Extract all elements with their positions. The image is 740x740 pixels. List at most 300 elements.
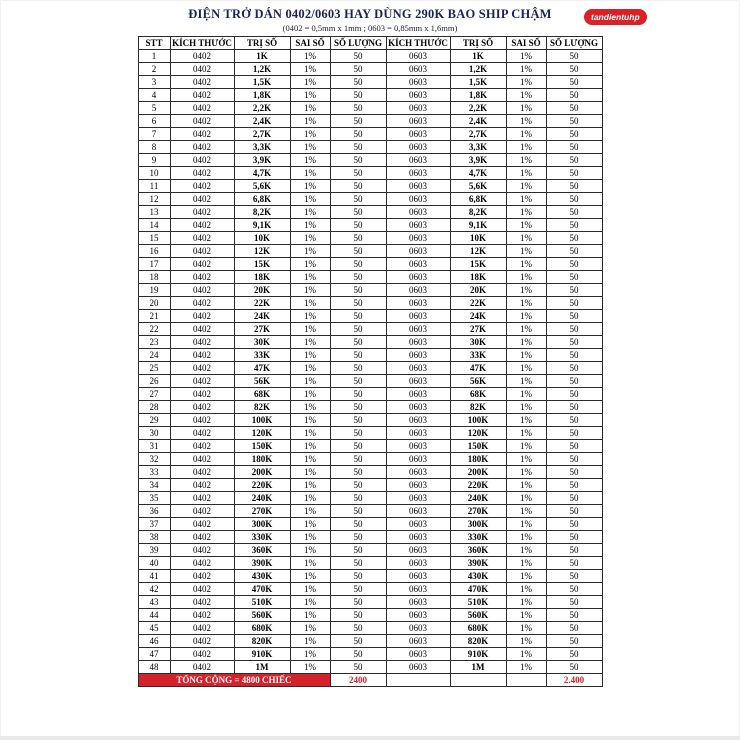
table-cell: 0603 — [386, 323, 450, 336]
footer-empty-cell — [506, 674, 546, 687]
table-row — [138, 297, 602, 310]
table-cell: 50 — [546, 362, 602, 375]
table-cell: 50 — [330, 167, 386, 180]
table-cell: 0603 — [386, 492, 450, 505]
table-cell: 0603 — [386, 284, 450, 297]
table-cell: 0402 — [170, 609, 234, 622]
table-cell: 38 — [138, 531, 170, 544]
table-cell: 1% — [506, 206, 546, 219]
table-cell: 1% — [506, 609, 546, 622]
table-cell: 0402 — [170, 219, 234, 232]
table-row — [138, 128, 602, 141]
table-cell: 1% — [290, 453, 330, 466]
table-row — [138, 609, 602, 622]
table-cell: 23 — [138, 336, 170, 349]
table-cell: 0603 — [386, 375, 450, 388]
table-cell: 50 — [546, 219, 602, 232]
table-cell: 5,6K — [234, 180, 290, 193]
table-cell: 9,1K — [450, 219, 506, 232]
table-cell: 1% — [506, 531, 546, 544]
table-cell: 0402 — [170, 661, 234, 674]
table-cell: 0402 — [170, 258, 234, 271]
column-header-size-right: KÍCH THƯỚC — [386, 37, 450, 50]
table-cell: 45 — [138, 622, 170, 635]
table-cell: 2,2K — [234, 102, 290, 115]
table-cell: 1% — [290, 128, 330, 141]
table-cell: 0603 — [386, 609, 450, 622]
table-cell: 0402 — [170, 453, 234, 466]
table-cell: 2,2K — [450, 102, 506, 115]
table-cell: 0402 — [170, 492, 234, 505]
table-cell: 0603 — [386, 349, 450, 362]
table-cell: 50 — [546, 180, 602, 193]
table-cell: 30 — [138, 427, 170, 440]
table-cell: 1% — [290, 154, 330, 167]
table-cell: 16 — [138, 245, 170, 258]
table-cell: 1% — [506, 89, 546, 102]
table-cell: 0603 — [386, 89, 450, 102]
table-cell: 1% — [290, 544, 330, 557]
table-cell: 50 — [546, 375, 602, 388]
table-row — [138, 102, 602, 115]
table-cell: 48 — [138, 661, 170, 674]
table-cell: 39 — [138, 544, 170, 557]
table-cell: 50 — [330, 583, 386, 596]
table-cell: 1% — [506, 505, 546, 518]
column-header-stt: STT — [138, 37, 170, 50]
table-cell: 1% — [506, 648, 546, 661]
header — [0, 0, 740, 33]
table-row — [138, 648, 602, 661]
table-row — [138, 310, 602, 323]
table-cell: 390K — [234, 557, 290, 570]
table-cell: 0402 — [170, 193, 234, 206]
table-row — [138, 479, 602, 492]
table-cell: 50 — [546, 297, 602, 310]
table-cell: 3,9K — [234, 154, 290, 167]
table-cell: 50 — [330, 453, 386, 466]
table-row — [138, 63, 602, 76]
table-cell: 50 — [330, 648, 386, 661]
table-cell: 1% — [290, 414, 330, 427]
table-cell: 0603 — [386, 401, 450, 414]
page-subtitle: (0402 = 0,5mm x 1mm ; 0603 = 0,85mm x 1,6mm) — [282, 23, 458, 33]
table-cell: 1% — [290, 336, 330, 349]
table-cell: 1% — [506, 180, 546, 193]
table-cell: 1% — [290, 167, 330, 180]
table-cell: 50 — [546, 414, 602, 427]
table-cell: 12K — [450, 245, 506, 258]
table-cell: 0402 — [170, 271, 234, 284]
table-cell: 68K — [234, 388, 290, 401]
table-cell: 82K — [234, 401, 290, 414]
table-cell: 36 — [138, 505, 170, 518]
table-cell: 0603 — [386, 180, 450, 193]
table-cell: 0402 — [170, 531, 234, 544]
table-cell: 360K — [234, 544, 290, 557]
table-cell: 50 — [330, 466, 386, 479]
total-quantity-left: 2400 — [330, 674, 386, 687]
table-cell: 120K — [450, 427, 506, 440]
table-cell: 50 — [330, 219, 386, 232]
table-cell: 17 — [138, 258, 170, 271]
table-row — [138, 414, 602, 427]
table-cell: 1% — [506, 466, 546, 479]
table-cell: 390K — [450, 557, 506, 570]
table-cell: 8,2K — [450, 206, 506, 219]
table-cell: 24K — [234, 310, 290, 323]
table-cell: 5 — [138, 102, 170, 115]
table-cell: 1% — [290, 635, 330, 648]
table-cell: 24K — [450, 310, 506, 323]
table-cell: 1% — [506, 544, 546, 557]
table-row — [138, 375, 602, 388]
table-cell: 50 — [330, 297, 386, 310]
table-cell: 300K — [234, 518, 290, 531]
table-cell: 50 — [330, 531, 386, 544]
table-cell: 50 — [546, 141, 602, 154]
table-cell: 430K — [450, 570, 506, 583]
table-cell: 1% — [506, 596, 546, 609]
table-cell: 680K — [234, 622, 290, 635]
table-cell: 0603 — [386, 219, 450, 232]
table-cell: 50 — [330, 375, 386, 388]
table-row — [138, 89, 602, 102]
table-cell: 1% — [506, 453, 546, 466]
table-cell: 1,8K — [234, 89, 290, 102]
table-row — [138, 388, 602, 401]
table-cell: 0402 — [170, 167, 234, 180]
table-row — [138, 622, 602, 635]
table-cell: 510K — [234, 596, 290, 609]
table-row — [138, 505, 602, 518]
table-cell: 0603 — [386, 297, 450, 310]
table-row — [138, 115, 602, 128]
table-cell: 1% — [290, 583, 330, 596]
page-edge — [0, 736, 740, 740]
table-cell: 0402 — [170, 505, 234, 518]
table-cell: 40 — [138, 557, 170, 570]
table-cell: 1% — [290, 440, 330, 453]
table-cell: 560K — [234, 609, 290, 622]
table-cell: 470K — [450, 583, 506, 596]
table-cell: 0402 — [170, 401, 234, 414]
table-cell: 50 — [330, 414, 386, 427]
table-cell: 1% — [506, 284, 546, 297]
table-cell: 1% — [290, 180, 330, 193]
table-cell: 0603 — [386, 440, 450, 453]
table-cell: 1% — [290, 219, 330, 232]
table-cell: 1% — [506, 479, 546, 492]
table-cell: 9,1K — [234, 219, 290, 232]
table-cell: 50 — [546, 583, 602, 596]
table-cell: 50 — [330, 492, 386, 505]
table-cell: 50 — [330, 258, 386, 271]
table-cell: 1% — [290, 271, 330, 284]
table-cell: 50 — [546, 544, 602, 557]
table-cell: 0603 — [386, 50, 450, 63]
table-cell: 1% — [506, 440, 546, 453]
table-cell: 0402 — [170, 440, 234, 453]
table-cell: 4,7K — [234, 167, 290, 180]
table-cell: 0402 — [170, 466, 234, 479]
table-cell: 0603 — [386, 310, 450, 323]
table-row — [138, 141, 602, 154]
table-cell: 50 — [330, 479, 386, 492]
table-cell: 680K — [450, 622, 506, 635]
table-cell: 50 — [330, 193, 386, 206]
table-cell: 0603 — [386, 414, 450, 427]
total-label: TỔNG CỘNG = 4800 CHIẾC — [138, 674, 330, 687]
table-cell: 50 — [546, 531, 602, 544]
table-cell: 29 — [138, 414, 170, 427]
table-row — [138, 531, 602, 544]
table-cell: 0402 — [170, 583, 234, 596]
table-cell: 50 — [330, 310, 386, 323]
table-cell: 270K — [450, 505, 506, 518]
table-cell: 0402 — [170, 232, 234, 245]
table-cell: 220K — [234, 479, 290, 492]
table-cell: 0603 — [386, 271, 450, 284]
table-row — [138, 661, 602, 674]
table-cell: 1% — [506, 232, 546, 245]
table-cell: 0402 — [170, 557, 234, 570]
table-cell: 50 — [330, 557, 386, 570]
table-cell: 15K — [234, 258, 290, 271]
table-cell: 1% — [290, 349, 330, 362]
table-cell: 50 — [546, 388, 602, 401]
table-cell: 0402 — [170, 206, 234, 219]
table-cell: 20K — [450, 284, 506, 297]
table-row — [138, 544, 602, 557]
table-cell: 1% — [290, 596, 330, 609]
table-cell: 50 — [330, 102, 386, 115]
table-cell: 27 — [138, 388, 170, 401]
table-cell: 1% — [290, 479, 330, 492]
table-cell: 1% — [290, 245, 330, 258]
table-cell: 50 — [546, 466, 602, 479]
table-cell: 50 — [330, 609, 386, 622]
table-cell: 180K — [450, 453, 506, 466]
table-cell: 50 — [330, 245, 386, 258]
table-cell: 47 — [138, 648, 170, 661]
table-cell: 56K — [450, 375, 506, 388]
table-cell: 0603 — [386, 622, 450, 635]
table-cell: 33K — [234, 349, 290, 362]
table-cell: 200K — [234, 466, 290, 479]
table-cell: 50 — [330, 661, 386, 674]
table-cell: 1% — [506, 271, 546, 284]
table-cell: 1% — [506, 167, 546, 180]
table-cell: 50 — [330, 362, 386, 375]
table-footer-row — [138, 674, 602, 687]
table-cell: 12 — [138, 193, 170, 206]
table-cell: 300K — [450, 518, 506, 531]
table-cell: 50 — [546, 167, 602, 180]
table-row — [138, 206, 602, 219]
table-cell: 1% — [506, 414, 546, 427]
table-cell: 1% — [506, 310, 546, 323]
table-cell: 50 — [330, 141, 386, 154]
table-cell: 0402 — [170, 349, 234, 362]
table-cell: 50 — [546, 505, 602, 518]
table-cell: 0402 — [170, 427, 234, 440]
table-cell: 1% — [290, 258, 330, 271]
table-cell: 1% — [290, 505, 330, 518]
table-cell: 0603 — [386, 648, 450, 661]
table-cell: 50 — [546, 622, 602, 635]
table-cell: 1% — [290, 89, 330, 102]
table-cell: 18K — [234, 271, 290, 284]
table-row — [138, 557, 602, 570]
table-row — [138, 349, 602, 362]
table-cell: 6,8K — [234, 193, 290, 206]
table-cell: 0603 — [386, 635, 450, 648]
table-row — [138, 570, 602, 583]
table-cell: 0603 — [386, 479, 450, 492]
table-cell: 50 — [330, 128, 386, 141]
table-cell: 35 — [138, 492, 170, 505]
column-header-value-right: TRỊ SỐ — [450, 37, 506, 50]
table-cell: 0402 — [170, 570, 234, 583]
table-cell: 20K — [234, 284, 290, 297]
table-cell: 50 — [330, 596, 386, 609]
table-cell: 50 — [546, 102, 602, 115]
table-row — [138, 596, 602, 609]
table-cell: 0402 — [170, 154, 234, 167]
table-row — [138, 167, 602, 180]
table-cell: 50 — [546, 336, 602, 349]
table-cell: 1% — [290, 115, 330, 128]
table-cell: 1% — [506, 63, 546, 76]
table-cell: 1% — [506, 518, 546, 531]
table-cell: 50 — [546, 609, 602, 622]
table-cell: 50 — [546, 323, 602, 336]
table-cell: 0402 — [170, 518, 234, 531]
table-cell: 1% — [506, 141, 546, 154]
table-cell: 50 — [330, 622, 386, 635]
table-cell: 0402 — [170, 63, 234, 76]
table-cell: 0402 — [170, 50, 234, 63]
table-cell: 26 — [138, 375, 170, 388]
table-cell: 0603 — [386, 63, 450, 76]
table-cell: 1 — [138, 50, 170, 63]
table-row — [138, 440, 602, 453]
table-cell: 0402 — [170, 336, 234, 349]
table-cell: 430K — [234, 570, 290, 583]
table-cell: 0603 — [386, 427, 450, 440]
table-cell: 22K — [450, 297, 506, 310]
table-cell: 1% — [506, 570, 546, 583]
table-cell: 50 — [546, 284, 602, 297]
table-cell: 150K — [450, 440, 506, 453]
table-cell: 1% — [506, 323, 546, 336]
total-quantity-right: 2.400 — [546, 674, 602, 687]
table-cell: 150K — [234, 440, 290, 453]
table-cell: 0603 — [386, 154, 450, 167]
table-cell: 1% — [290, 375, 330, 388]
table-cell: 50 — [546, 245, 602, 258]
table-cell: 12K — [234, 245, 290, 258]
table-cell: 0402 — [170, 297, 234, 310]
table-cell: 50 — [546, 518, 602, 531]
table-cell: 0402 — [170, 323, 234, 336]
table-cell: 330K — [234, 531, 290, 544]
table-row — [138, 466, 602, 479]
table-row — [138, 193, 602, 206]
table-cell: 1% — [290, 518, 330, 531]
table-cell: 1% — [290, 323, 330, 336]
table-cell: 22 — [138, 323, 170, 336]
table-cell: 22K — [234, 297, 290, 310]
table-cell: 8 — [138, 141, 170, 154]
table-cell: 50 — [330, 518, 386, 531]
table-cell: 68K — [450, 388, 506, 401]
table-cell: 0402 — [170, 622, 234, 635]
table-cell: 15 — [138, 232, 170, 245]
table-cell: 1% — [290, 401, 330, 414]
table-cell: 1% — [290, 141, 330, 154]
table-row — [138, 492, 602, 505]
table-cell: 0402 — [170, 102, 234, 115]
table-cell: 1% — [506, 297, 546, 310]
table-cell: 50 — [546, 557, 602, 570]
table-cell: 1% — [506, 245, 546, 258]
table-cell: 6,8K — [450, 193, 506, 206]
table-cell: 0402 — [170, 388, 234, 401]
table-cell: 3 — [138, 76, 170, 89]
table-cell: 50 — [546, 63, 602, 76]
table-row — [138, 245, 602, 258]
column-header-size-left: KÍCH THƯỚC — [170, 37, 234, 50]
table-cell: 1% — [290, 206, 330, 219]
table-cell: 33K — [450, 349, 506, 362]
table-cell: 50 — [546, 492, 602, 505]
table-cell: 0402 — [170, 544, 234, 557]
table-cell: 0603 — [386, 128, 450, 141]
table-cell: 560K — [450, 609, 506, 622]
table-cell: 1% — [506, 76, 546, 89]
table-row — [138, 232, 602, 245]
table-cell: 910K — [234, 648, 290, 661]
table-cell: 50 — [546, 453, 602, 466]
table-cell: 1% — [290, 648, 330, 661]
table-cell: 42 — [138, 583, 170, 596]
table-cell: 0603 — [386, 336, 450, 349]
table-cell: 360K — [450, 544, 506, 557]
table-cell: 0402 — [170, 375, 234, 388]
table-cell: 50 — [330, 206, 386, 219]
table-cell: 10K — [450, 232, 506, 245]
table-cell: 50 — [546, 206, 602, 219]
table-cell: 0603 — [386, 570, 450, 583]
table-cell: 1% — [506, 492, 546, 505]
table-cell: 0603 — [386, 115, 450, 128]
table-row — [138, 401, 602, 414]
table-cell: 4,7K — [450, 167, 506, 180]
table-cell: 50 — [546, 89, 602, 102]
table-cell: 50 — [546, 258, 602, 271]
table-cell: 11 — [138, 180, 170, 193]
table-cell: 27K — [234, 323, 290, 336]
table-cell: 1,5K — [234, 76, 290, 89]
table-cell: 510K — [450, 596, 506, 609]
table-cell: 1K — [450, 50, 506, 63]
table-cell: 33 — [138, 466, 170, 479]
table-cell: 1% — [506, 661, 546, 674]
table-cell: 50 — [330, 388, 386, 401]
table-cell: 50 — [546, 76, 602, 89]
